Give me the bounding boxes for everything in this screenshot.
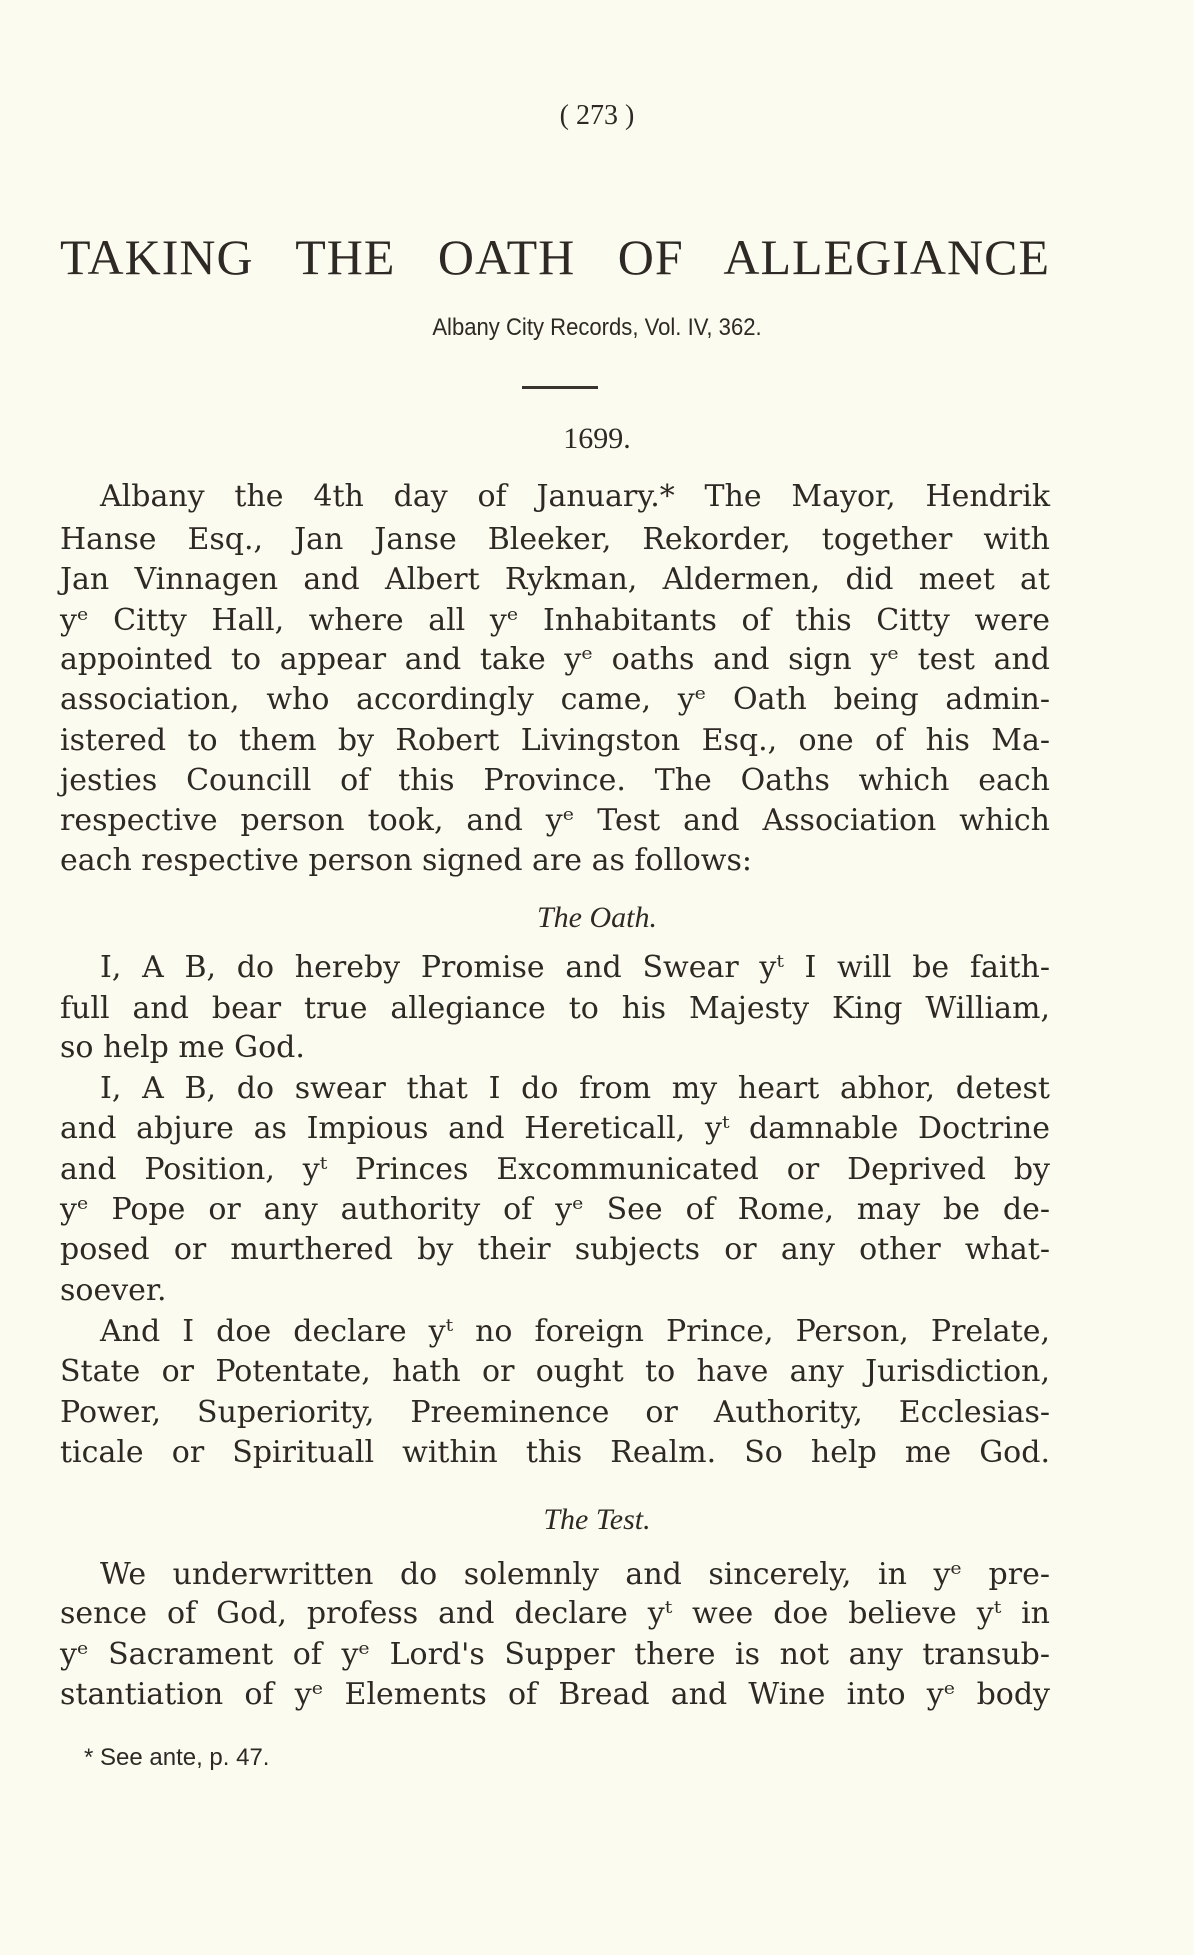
text-line: sence of God, profess and declare yᵗ wee doe believe yᵗ in — [60, 1596, 1050, 1631]
divider — [522, 386, 598, 389]
text-line: so help me God. — [60, 1030, 305, 1065]
text-line: yᵉ Sacrament of yᵉ Lord's Supper there is not any transub- — [60, 1637, 1050, 1672]
text-line: I, A B, do hereby Promise and Swear yᵗ I will be faith- — [100, 950, 1050, 985]
text-line: Albany the 4th day of January.* The Mayor, Hendrik — [100, 479, 1050, 514]
source-citation: Albany City Records, Vol. IV, 362. — [432, 314, 762, 341]
year-heading: 1699. — [563, 422, 631, 455]
text-line: istered to them by Robert Livingston Esq., one of his Ma- — [60, 723, 1050, 758]
text-line: Hanse Esq., Jan Janse Bleeker, Rekorder, together with — [60, 522, 1050, 557]
text-line: We underwritten do solemnly and sincerely, in yᵉ pre- — [100, 1557, 1050, 1592]
footnote: * See ante, p. 47. — [84, 1744, 270, 1771]
text-line: Power, Superiority, Preeminence or Authority, Ecclesias- — [60, 1395, 1050, 1430]
text-line: State or Potentate, hath or ought to have any Jurisdiction, — [60, 1354, 1050, 1389]
test-heading: The Test. — [543, 1503, 651, 1536]
text-line: appointed to appear and take yᵉ oaths and sign yᵉ test and — [60, 642, 1050, 677]
page-number: ( 273 ) — [559, 100, 635, 131]
text-line: respective person took, and yᵉ Test and Association which — [60, 803, 1050, 838]
text-line: And I doe declare yᵗ no foreign Prince, Person, Prelate, — [100, 1314, 1050, 1349]
text-line: ticale or Spirituall within this Realm. So help me God. — [60, 1435, 1050, 1470]
text-line: yᵉ Citty Hall, where all yᵉ Inhabitants of this Citty were — [60, 603, 1050, 638]
text-line: yᵉ Pope or any authority of yᵉ See of Rome, may be de- — [60, 1192, 1050, 1227]
text-line: I, A B, do swear that I do from my heart abhor, detest — [100, 1071, 1050, 1106]
text-line: jesties Councill of this Province. The Oaths which each — [60, 763, 1050, 798]
text-line: Jan Vinnagen and Albert Rykman, Aldermen, did meet at — [60, 562, 1050, 597]
oath-heading: The Oath. — [537, 901, 657, 934]
page-title: TAKING THE OATH OF ALLEGIANCE — [60, 229, 1050, 285]
text-line: association, who accordingly came, yᵉ Oath being admin- — [60, 682, 1050, 717]
text-line: each respective person signed are as follows: — [60, 843, 752, 878]
text-line: soever. — [60, 1273, 167, 1308]
text-line: and abjure as Impious and Hereticall, yᵗ damnable Doctrine — [60, 1111, 1050, 1146]
text-line: and Position, yᵗ Princes Excommunicated or Deprived by — [60, 1152, 1050, 1187]
text-line: full and bear true allegiance to his Majesty King William, — [60, 991, 1050, 1026]
text-line: posed or murthered by their subjects or any other what- — [60, 1232, 1050, 1267]
text-line: stantiation of yᵉ Elements of Bread and Wine into yᵉ body — [60, 1677, 1050, 1712]
